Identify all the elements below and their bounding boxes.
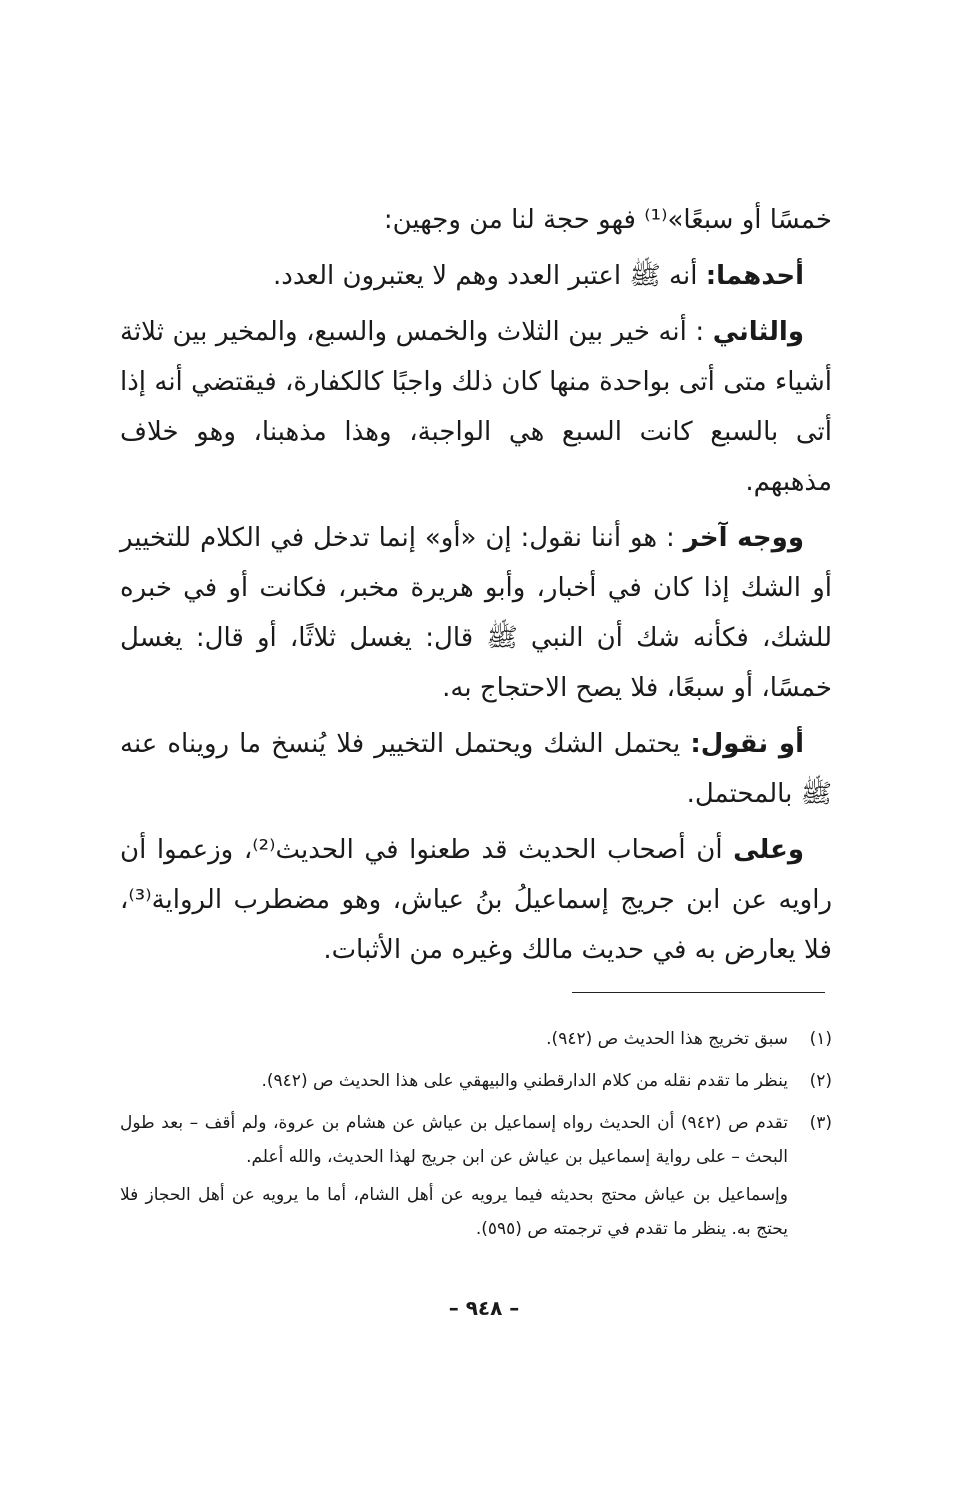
footnote-3: [120, 1106, 832, 1246]
main-text: [120, 195, 832, 981]
paragraph-1: [120, 195, 832, 245]
footnote-2: [120, 1064, 832, 1098]
paragraph-2-text: أنه ﷺ اعتبر العدد وهم لا يعتبرون العدد.: [273, 261, 706, 291]
paragraph-2: [120, 251, 832, 301]
footnote-3-continuation: وإسماعيل بن عياش محتج بحديثه فيما يرويه عن أهل الشام، أما ما يرويه عن أهل الحجاز فلا يحتج به. ينظر ما تقدم في ترجمته ص (٥٩٥).: [120, 1185, 788, 1239]
paragraph-3-text: : أنه خير بين الثلاث والخمس والسبع، والمخير بين ثلاثة أشياء متى أتى بواحدة منها كان ذلك واجبًا كالكفارة، فيقتضي أنه إذا أتى بالسبع كانت السبع هي الواجبة، وهذا مذهبنا، وهو خلاف مذهبهم.: [120, 317, 832, 497]
paragraph-3-lead: والثاني: [712, 317, 804, 347]
footnote-3-number: (٣): [809, 1113, 832, 1133]
footnote-1-number: (١): [809, 1029, 832, 1049]
page-number: – ٩٤٨ –: [448, 1296, 520, 1320]
paragraph-2-lead: أحدهما:: [705, 261, 804, 291]
paragraph-3: [120, 307, 832, 507]
paragraph-5-lead: أو نقول:: [690, 729, 805, 759]
paragraph-1-text: خمسًا أو سبعًا»⁽¹⁾ فهو حجة لنا من وجهين:: [383, 205, 832, 235]
paragraph-5: [120, 719, 832, 819]
footnote-2-text: ينظر ما تقدم نقله من كلام الدارقطني والبيهقي على هذا الحديث ص (٩٤٢).: [261, 1071, 788, 1091]
footnote-1-text: سبق تخريج هذا الحديث ص (٩٤٢).: [546, 1029, 788, 1049]
paragraph-4-lead: ووجه آخر: [683, 523, 804, 553]
paragraph-6-text: أن أصحاب الحديث قد طعنوا في الحديث⁽²⁾، وزعموا أن راويه عن ابن جريج إسماعيلُ بنُ عياش، وهو مضطرب الرواية⁽³⁾، فلا يعارض به في حديث مالك وغيره من الأثبات.: [120, 835, 832, 965]
paragraph-4-text: : هو أننا نقول: إن «أو» إنما تدخل في الكلام للتخيير أو الشك إذا كان في أخبار، وأبو هريرة مخبر، فكانت أو في خبره للشك، فكأنه شك أن النبي ﷺ قال: يغسل ثلاثًا، أو قال: يغسل خمسًا، أو سبعًا، فلا يصح الاحتجاج به.: [120, 523, 832, 703]
footnote-divider: [572, 992, 825, 993]
footnote-3-body: [120, 1106, 788, 1246]
paragraph-6-lead: وعلى: [733, 835, 805, 865]
footnote-2-number: (٢): [809, 1071, 832, 1091]
paragraph-6: [120, 825, 832, 975]
footnote-1: [120, 1022, 832, 1056]
footnote-3-text: تقدم ص (٩٤٢) أن الحديث رواه إسماعيل بن عياش عن هشام بن عروة، ولم أقف – بعد طول البحث – على رواية إسماعيل بن عياش عن ابن جريج لهذا الحديث، والله أعلم.: [120, 1113, 789, 1167]
paragraph-4: [120, 513, 832, 713]
footnotes: [120, 1022, 832, 1254]
paragraph-5-text: يحتمل الشك ويحتمل التخيير فلا يُنسخ ما رويناه عنه ﷺ بالمحتمل.: [120, 729, 832, 809]
